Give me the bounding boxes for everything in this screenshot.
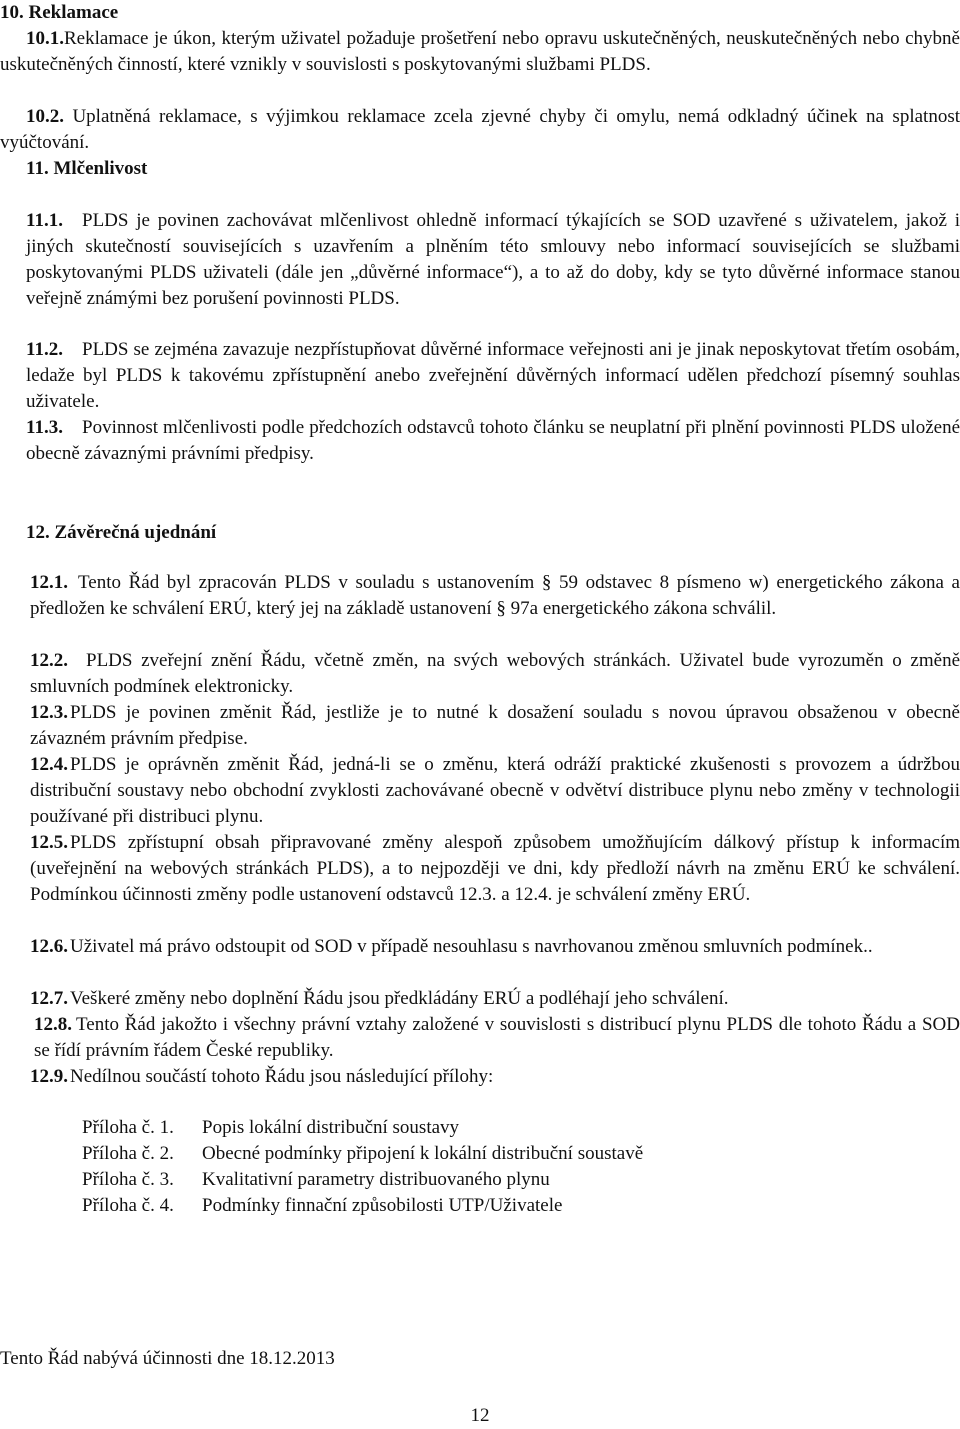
attachment-row (82, 1167, 550, 1193)
attachment-row (82, 1141, 643, 1167)
paragraph-11-1 (26, 208, 960, 312)
paragraph-text: Veškeré změny nebo doplnění Řádu jsou předkládány ERÚ a podléhají jeho schválení. (70, 988, 729, 1009)
paragraph-text: Uživatel má právo odstoupit od SOD v případě nesouhlasu s navrhovanou změnou smluvních podmínek.. (70, 936, 873, 957)
paragraph-number: 12.3. (30, 702, 68, 723)
paragraph-11-2 (26, 337, 960, 415)
attachment-row (82, 1115, 459, 1141)
effective-date-statement: Tento Řád nabývá účinnosti dne 18.12.2013 (0, 1348, 335, 1369)
attachment-label: Příloha č. 1. (82, 1117, 174, 1138)
paragraph-12-9 (30, 1064, 960, 1090)
attachment-label: Příloha č. 3. (82, 1169, 174, 1190)
paragraph-text: PLDS je povinen změnit Řád, jestliže je to nutné k dosažení souladu s novou úpravou obsaženou v obecně závazném právním předpise. (30, 702, 960, 749)
paragraph-text: Reklamace je úkon, kterým uživatel požaduje prošetření nebo opravu uskutečněných, neuskutečněných nebo chybně uskutečněných činností, které vznikly v souvislosti s poskytovanými službami PLDS. (0, 28, 960, 75)
paragraph-text: PLDS je povinen zachovávat mlčenlivost ohledně informací týkajících se SOD uzavřené s uživatelem, jakož i jiných skutečností souvisejících s uzavřením a plněním této smlouvy nebo informací souvisejících se službami poskytovanými PLDS uživateli (dále jen „důvěrné informace“), a to až do doby, kdy se tyto důvěrné informace stanou veřejně známými bez porušení povinnosti PLDS. (26, 210, 960, 309)
paragraph-11-3 (26, 415, 960, 467)
attachment-title: Popis lokální distribuční soustavy (202, 1117, 460, 1138)
paragraph-text: Tento Řád byl zpracován PLDS v souladu s ustanovením § 59 odstavec 8 písmeno w) energetického zákona a předložen ke schválení ERÚ, který jej na základě ustanovení § 97a energetického zákona schválil. (30, 572, 960, 619)
paragraph-10-1 (0, 26, 960, 78)
paragraph-number: 10.2. (26, 106, 64, 127)
attachment-row (82, 1193, 562, 1219)
section-11-title: 11. Mlčenlivost (26, 158, 148, 179)
paragraph-text: Nedílnou součástí tohoto Řádu jsou následující přílohy: (70, 1066, 494, 1087)
attachment-title: Podmínky finnační způsobilosti UTP/Uživatele (202, 1195, 563, 1216)
paragraph-10-2 (0, 104, 960, 156)
paragraph-number: 12.7. (30, 988, 68, 1009)
paragraph-12-8 (34, 1012, 960, 1064)
paragraph-number: 11.1. (26, 210, 63, 231)
paragraph-text: PLDS se zejména zavazuje nezpřístupňovat důvěrné informace veřejnosti ani je jinak neposkytovat třetím osobám, ledaže byl PLDS k takovému zpřístupnění anebo zveřejnění důvěrných informací udělen předchozí písemný souhlas uživatele. (26, 339, 960, 412)
paragraph-12-1 (30, 570, 960, 622)
paragraph-number: 10.1. (26, 28, 64, 49)
paragraph-text: Tento Řád jakožto i všechny právní vztahy založené v souvislosti s distribucí plynu PLDS dle tohoto Řádu a SOD se řídí právním řádem České republiky. (34, 1014, 960, 1061)
paragraph-number: 11.2. (26, 339, 63, 360)
paragraph-number: 12.1. (30, 572, 68, 593)
paragraph-number: 12.9. (30, 1066, 68, 1087)
paragraph-12-6 (30, 934, 960, 960)
paragraph-number: 12.2. (30, 650, 68, 671)
paragraph-12-4 (30, 752, 960, 830)
paragraph-text: Povinnost mlčenlivosti podle předchozích odstavců tohoto článku se neuplatní při plnění povinnosti PLDS uložené obecně závaznými právními předpisy. (26, 417, 960, 464)
paragraph-number: 12.5. (30, 832, 68, 853)
paragraph-12-7 (30, 986, 960, 1012)
paragraph-number: 11.3. (26, 417, 63, 438)
paragraph-text: PLDS zveřejní znění Řádu, včetně změn, na svých webových stránkách. Uživatel bude vyrozuměn o změně smluvních podmínek elektronicky. (30, 650, 960, 697)
paragraph-text: PLDS zpřístupní obsah připravované změny alespoň způsobem umožňujícím dálkový přístup k informacím (uveřejnění na webových stránkách PLDS), a to nejpozději ve dni, kdy předloží návrh na změnu ERÚ ke schválení. Podmínkou účinnosti změny podle ustanovení odstavců 12.3. a 12.4. je schválení změny ERÚ. (30, 832, 960, 905)
section-10-title: 10. Reklamace (0, 2, 119, 23)
paragraph-number: 12.4. (30, 754, 68, 775)
paragraph-text: PLDS je oprávněn změnit Řád, jedná-li se o změnu, která odráží praktické zkušenosti s provozem a údržbou distribuční soustavy nebo obchodní zvyklosti zachovávané obecně v odvětví distribuce plynu nebo změny v technologii používané při distribuci plynu. (30, 754, 960, 827)
attachment-title: Kvalitativní parametry distribuovaného plynu (202, 1169, 550, 1190)
paragraph-text: Uplatněná reklamace, s výjimkou reklamace zcela zjevné chyby či omylu, nemá odkladný účinek na splatnost vyúčtování. (0, 106, 960, 153)
page-number: 12 (470, 1405, 490, 1426)
attachment-label: Příloha č. 4. (82, 1195, 174, 1216)
paragraph-number: 12.6. (30, 936, 68, 957)
attachment-title: Obecné podmínky připojení k lokální distribuční soustavě (202, 1143, 644, 1164)
paragraph-number: 12.8. (34, 1014, 72, 1035)
paragraph-12-2 (30, 648, 960, 700)
paragraph-12-3 (30, 700, 960, 752)
section-12-title: 12. Závěrečná ujednání (26, 522, 217, 543)
attachment-label: Příloha č. 2. (82, 1143, 174, 1164)
paragraph-12-5 (30, 830, 960, 908)
